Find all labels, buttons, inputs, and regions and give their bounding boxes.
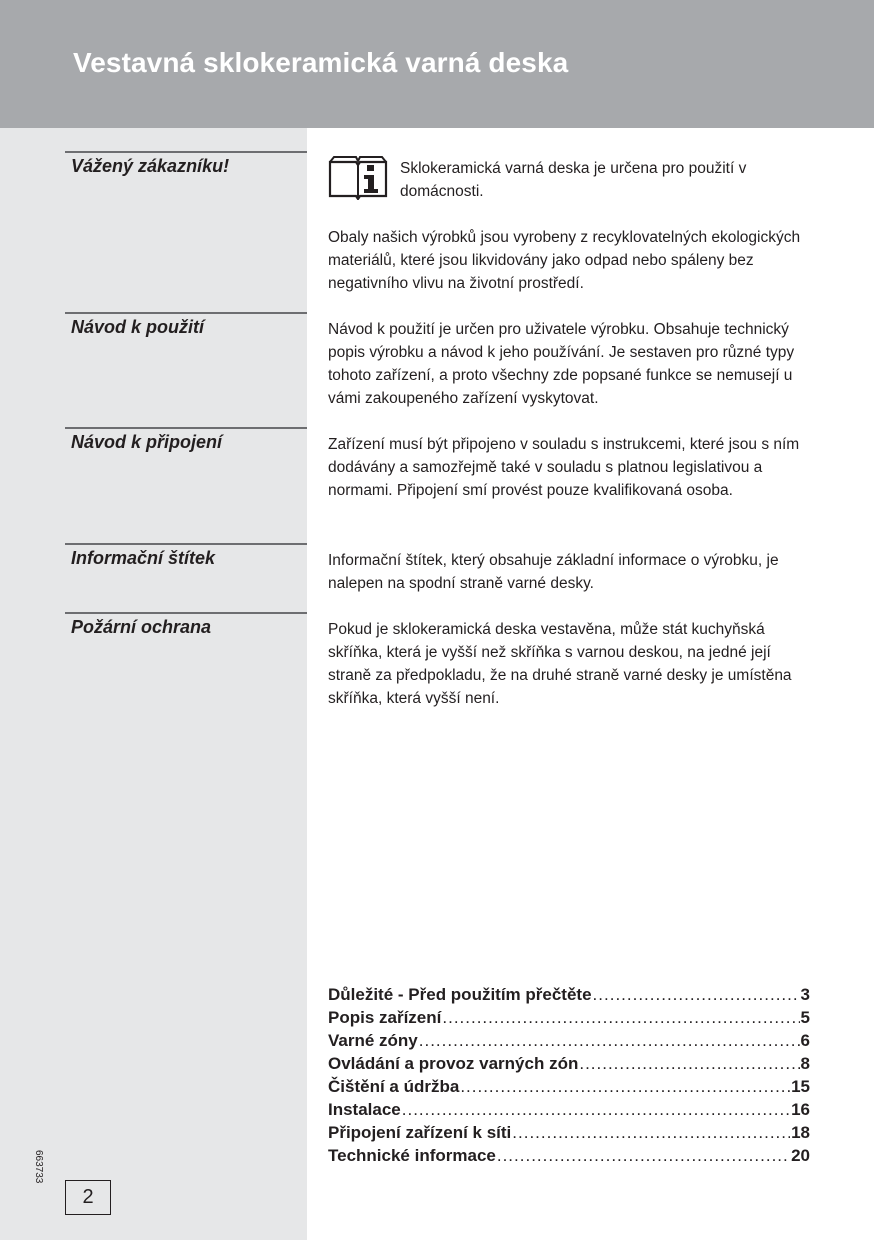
fire-paragraph: Pokud je sklokeramická deska vestavěna, může stát kuchyňská skříňka, která je vyšší než skříňka s varnou deskou, na jedné její straně za předpokladu, že na druhé straně varné desky je umístěna skříňka, která vyšší není. xyxy=(328,621,792,707)
manual-paragraph: Návod k použití je určen pro uživatele výrobku. Obsahuje technický popis výrobku a návod k jeho používání. Je sestaven pro různé typy tohoto zařízení, a proto všechny zde popsané funkce se nemusejí u vámi zakoupeného zařízení vyskytovat. xyxy=(328,321,795,407)
toc-leader-dots xyxy=(497,1146,790,1166)
toc-leader-dots xyxy=(460,1077,790,1097)
toc-leader-dots xyxy=(593,985,800,1005)
toc-item[interactable] xyxy=(328,1031,810,1054)
toc-leader-dots xyxy=(419,1031,800,1051)
toc-leader-dots xyxy=(402,1100,790,1120)
section-heading-label: Požární ochrana xyxy=(71,617,212,637)
section-heading-label: Vážený zákazníku! xyxy=(71,156,230,176)
toc-item[interactable] xyxy=(328,1100,810,1123)
toc-item-page: 15 xyxy=(791,1077,810,1096)
sidebar xyxy=(0,128,307,1240)
intro-paragraph: Sklokeramická varná deska je určena pro použití v domácnosti. xyxy=(400,160,747,200)
section-heading-connection xyxy=(65,427,307,452)
toc-item[interactable] xyxy=(328,1054,810,1077)
page-title: Vestavná sklokeramická varná deska xyxy=(73,47,569,78)
toc-leader-dots xyxy=(442,1008,799,1028)
toc-item[interactable] xyxy=(328,1146,810,1169)
toc-item[interactable] xyxy=(328,1123,810,1146)
section-heading-manual xyxy=(65,312,307,337)
toc-item[interactable] xyxy=(328,1008,810,1031)
toc-item-page: 20 xyxy=(791,1146,810,1165)
section-heading-label: Návod k použití xyxy=(71,317,205,337)
toc-item-page: 16 xyxy=(791,1100,810,1119)
toc-item-title: Popis zařízení xyxy=(328,1008,442,1027)
label-paragraph: Informační štítek, který obsahuje základní informace o výrobku, je nalepen na spodní straně varné desky. xyxy=(328,552,779,592)
toc-item-page: 18 xyxy=(791,1123,810,1142)
toc-item[interactable] xyxy=(328,985,810,1008)
section-heading-label: Informační štítek xyxy=(71,548,216,568)
toc-item-page: 5 xyxy=(800,1008,810,1027)
toc-leader-dots xyxy=(512,1123,790,1143)
toc-item-title: Ovládání a provoz varných zón xyxy=(328,1054,579,1073)
page-number: 2 xyxy=(65,1180,111,1215)
section-heading-customer xyxy=(65,151,307,176)
toc-item-title: Technické informace xyxy=(328,1146,496,1165)
section-heading-label-plate xyxy=(65,543,307,568)
toc-item-page: 8 xyxy=(800,1054,810,1073)
toc-item-title: Připojení zařízení k síti xyxy=(328,1123,512,1142)
toc-item-title: Čištění a údržba xyxy=(328,1077,460,1096)
toc-item-title: Varné zóny xyxy=(328,1031,418,1050)
toc-leader-dots xyxy=(579,1054,799,1074)
packaging-paragraph: Obaly našich výrobků jsou vyrobeny z recyklovatelných ekologických materiálů, které jsou likvidovány jako odpad nebo spáleny bez negativního vlivu na životní prostředí. xyxy=(328,229,801,292)
page-header xyxy=(0,0,874,128)
toc-item-page: 6 xyxy=(800,1031,810,1050)
table-of-contents xyxy=(328,985,810,1169)
document-code: 663733 xyxy=(33,1150,44,1184)
toc-item-page: 3 xyxy=(800,985,810,1004)
toc-item-title: Důležité - Před použitím přečtěte xyxy=(328,985,592,1004)
section-heading-fire xyxy=(65,612,307,637)
toc-item-title: Instalace xyxy=(328,1100,401,1119)
section-heading-label: Návod k připojení xyxy=(71,432,223,452)
connection-paragraph: Zařízení musí být připojeno v souladu s instrukcemi, které jsou s ním dodávány a samozřejmě také v souladu s platnou legislativou a normami. Připojení smí provést pouze kvalifikovaná osoba. xyxy=(328,436,800,499)
info-book-icon xyxy=(328,156,388,200)
toc-item[interactable] xyxy=(328,1077,810,1100)
